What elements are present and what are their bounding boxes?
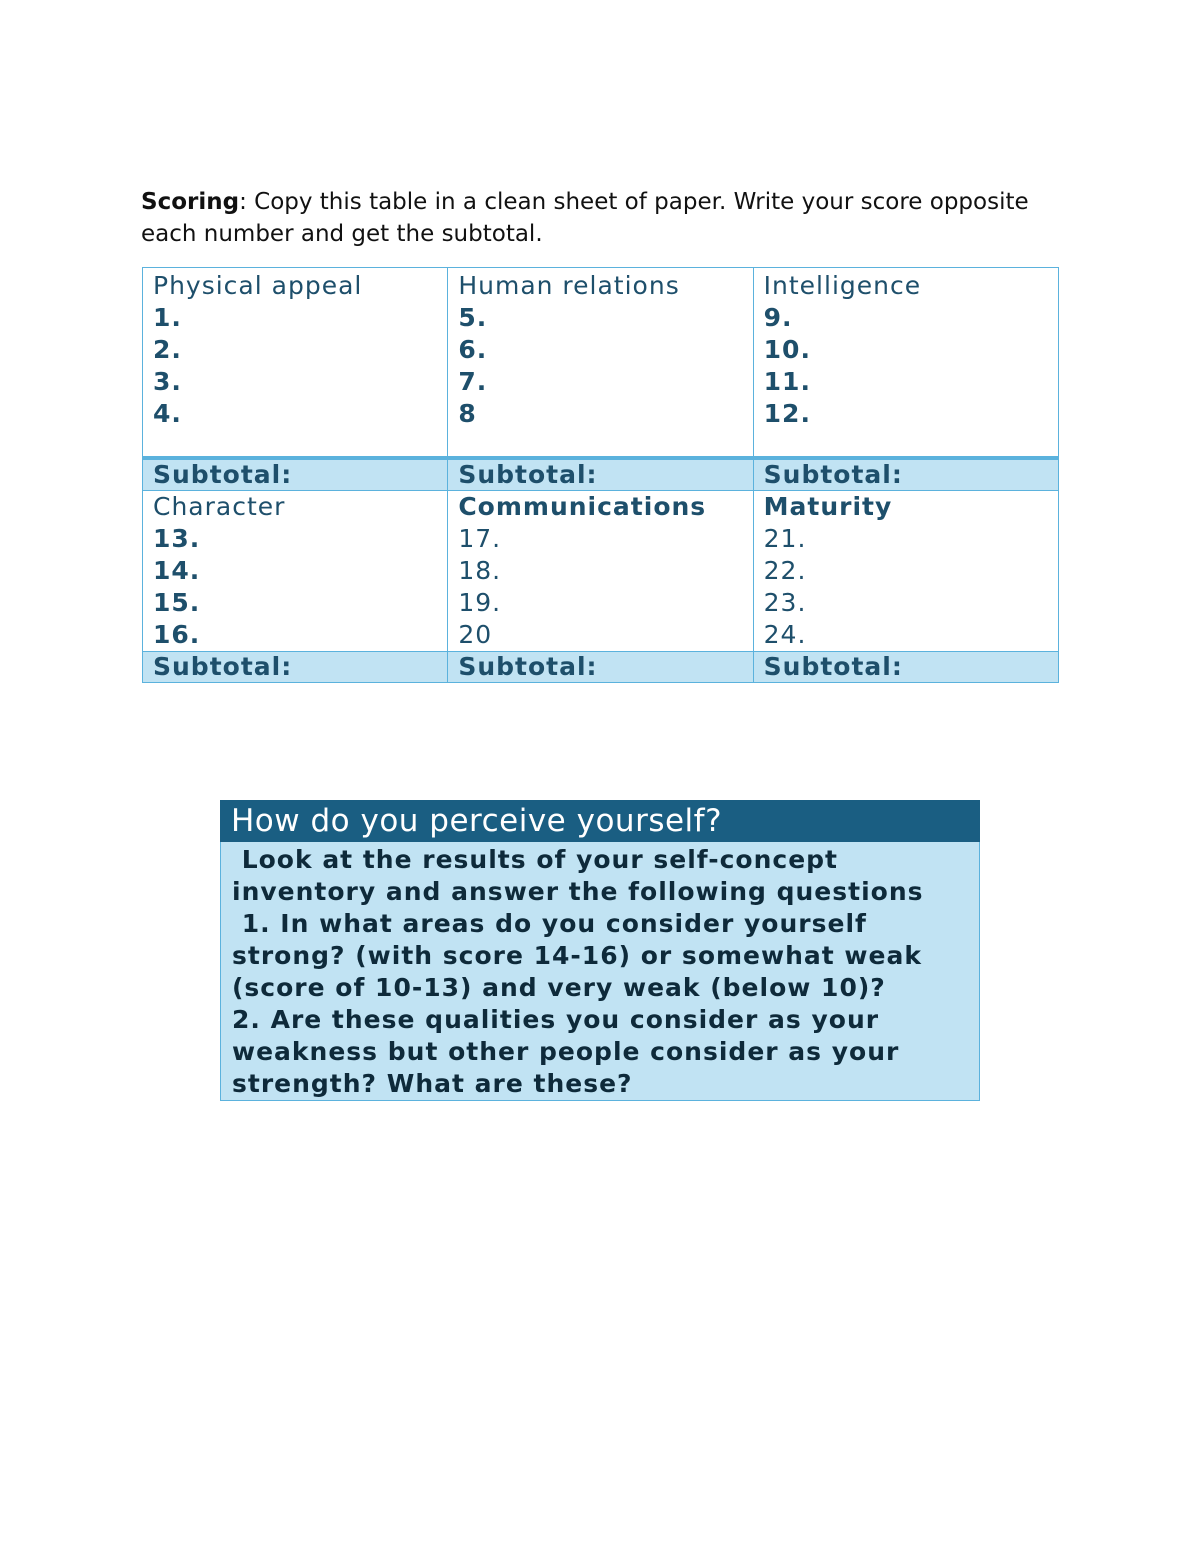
- reflection-line: strength? What are these?: [232, 1069, 633, 1098]
- cell-maturity: [753, 491, 1058, 652]
- cell-communications: [448, 491, 753, 652]
- item-number: 22.: [763, 556, 807, 585]
- reflection-title: How do you perceive yourself?: [220, 800, 980, 842]
- cell-intelligence: [753, 268, 1058, 459]
- item-number: 24.: [763, 620, 807, 649]
- reflection-box: [220, 800, 980, 1101]
- item-number: 15.: [153, 588, 201, 617]
- item-number: 11.: [763, 367, 811, 396]
- subtotal-row: [143, 458, 1059, 491]
- reflection-line: strong? (with score 14-16) or somewhat weak: [232, 941, 922, 970]
- item-number: 10.: [763, 335, 811, 364]
- item-number: 4.: [153, 399, 182, 428]
- cell-character: [143, 491, 448, 652]
- reflection-line: Look at the results of your self-concept: [232, 845, 839, 874]
- item-number: 8: [458, 399, 477, 428]
- table-row: [143, 268, 1059, 459]
- subtotal-row: [143, 652, 1059, 683]
- subtotal-cell: Subtotal:: [448, 458, 753, 491]
- item-number: 1.: [153, 303, 182, 332]
- table-row: [143, 491, 1059, 652]
- reflection-line: 1. In what areas do you consider yourself: [232, 909, 867, 938]
- reflection-body: [220, 842, 980, 1101]
- scoring-label: Scoring: [141, 189, 240, 215]
- subtotal-cell: Subtotal:: [448, 652, 753, 683]
- item-number: 18.: [458, 556, 502, 585]
- category-label: Maturity: [763, 492, 893, 521]
- item-number: 12.: [763, 399, 811, 428]
- item-number: 6.: [458, 335, 488, 364]
- category-label: Physical appeal: [153, 271, 363, 300]
- subtotal-cell: Subtotal:: [753, 652, 1058, 683]
- category-label: Communications: [458, 492, 707, 521]
- scoring-instructions: [141, 186, 1061, 250]
- item-number: 9.: [763, 303, 793, 332]
- item-number: 17.: [458, 524, 502, 553]
- item-number: 5.: [458, 303, 488, 332]
- item-number: 2.: [153, 335, 182, 364]
- category-label: Human relations: [458, 271, 680, 300]
- item-number: 13.: [153, 524, 201, 553]
- item-number: 16.: [153, 620, 201, 649]
- item-number: 23.: [763, 588, 807, 617]
- item-number: 20: [458, 620, 493, 649]
- subtotal-cell: Subtotal:: [143, 652, 448, 683]
- reflection-line: weakness but other people consider as your: [232, 1037, 900, 1066]
- category-label: Character: [153, 492, 286, 521]
- subtotal-cell: Subtotal:: [143, 458, 448, 491]
- cell-human-relations: [448, 268, 753, 459]
- scoring-text: : Copy this table in a clean sheet of paper. Write your score opposite each number and get the subtotal.: [141, 189, 1029, 247]
- item-number: 21.: [763, 524, 807, 553]
- item-number: 14.: [153, 556, 201, 585]
- item-number: 7.: [458, 367, 488, 396]
- reflection-line: inventory and answer the following questions: [232, 877, 924, 906]
- scoring-table: [142, 267, 1059, 683]
- category-label: Intelligence: [763, 271, 922, 300]
- reflection-line: (score of 10-13) and very weak (below 10)?: [232, 973, 886, 1002]
- cell-physical-appeal: [143, 268, 448, 459]
- reflection-line: 2. Are these qualities you consider as your: [232, 1005, 880, 1034]
- item-number: 19.: [458, 588, 502, 617]
- subtotal-cell: Subtotal:: [753, 458, 1058, 491]
- item-number: 3.: [153, 367, 182, 396]
